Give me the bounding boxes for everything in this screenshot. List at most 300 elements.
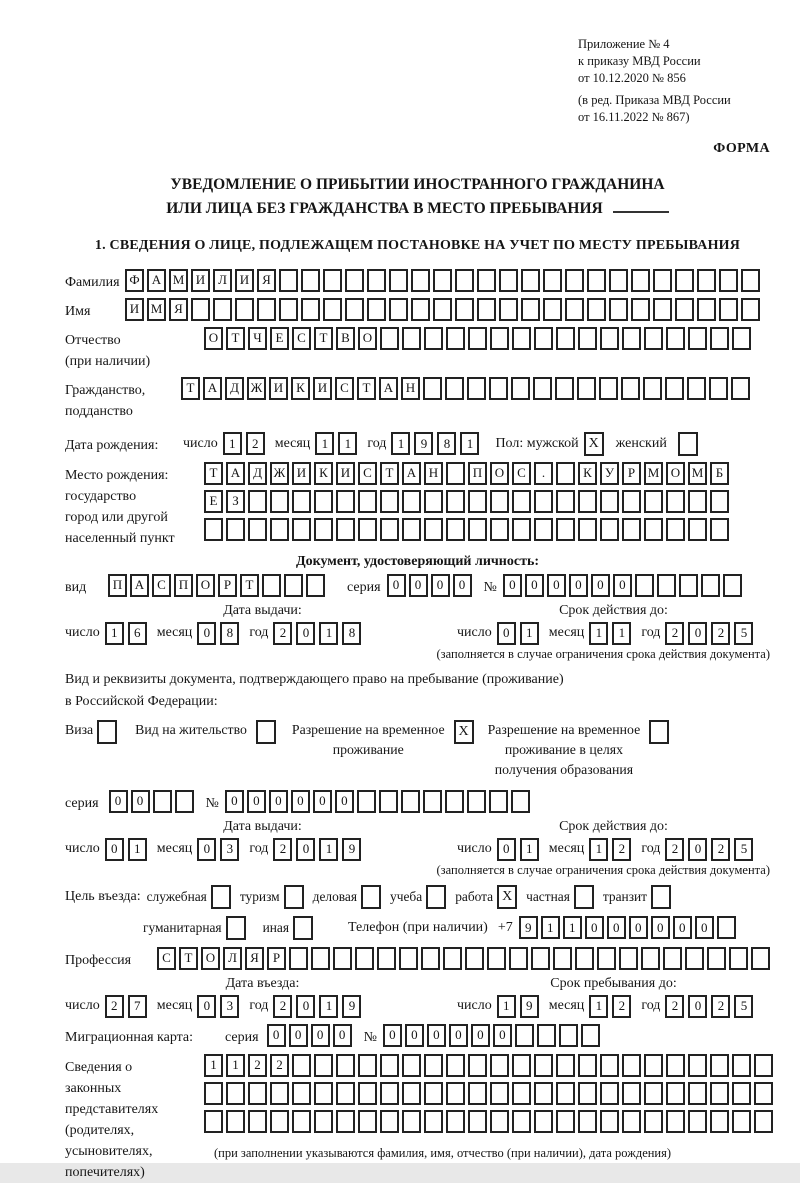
char-cell[interactable]: 0	[225, 790, 244, 813]
char-cell[interactable]: 2	[246, 432, 265, 455]
char-cell[interactable]: 6	[128, 622, 147, 645]
char-cell[interactable]	[534, 1110, 553, 1133]
char-cell[interactable]: Я	[245, 947, 264, 970]
char-cell[interactable]	[600, 1110, 619, 1133]
char-cell[interactable]: 2	[665, 995, 684, 1018]
char-cell[interactable]	[311, 947, 330, 970]
char-cell[interactable]	[490, 1054, 509, 1077]
char-cell[interactable]	[248, 518, 267, 541]
char-cell[interactable]	[468, 327, 487, 350]
char-cell[interactable]: 0	[109, 790, 128, 813]
char-cell[interactable]: 2	[273, 995, 292, 1018]
char-cell[interactable]: 1	[338, 432, 357, 455]
char-cell[interactable]: 2	[273, 622, 292, 645]
char-cell[interactable]	[697, 298, 716, 321]
char-cell[interactable]	[477, 269, 496, 292]
char-cell[interactable]	[423, 377, 442, 400]
char-cell[interactable]	[270, 1110, 289, 1133]
char-cell[interactable]: Е	[270, 327, 289, 350]
char-cell[interactable]: А	[203, 377, 222, 400]
char-cell[interactable]	[710, 1054, 729, 1077]
char-cell[interactable]: 2	[711, 838, 730, 861]
char-cell[interactable]	[314, 1054, 333, 1077]
char-cell[interactable]	[262, 574, 281, 597]
char-cell[interactable]	[314, 490, 333, 513]
char-cell[interactable]	[270, 518, 289, 541]
char-cell[interactable]	[490, 327, 509, 350]
char-cell[interactable]	[688, 490, 707, 513]
char-cell[interactable]	[358, 1082, 377, 1105]
char-cell[interactable]	[301, 298, 320, 321]
char-cell[interactable]: 3	[220, 995, 239, 1018]
char-cell[interactable]: 2	[711, 622, 730, 645]
char-cell[interactable]	[597, 947, 616, 970]
char-cell[interactable]: О	[490, 462, 509, 485]
char-cell[interactable]: Б	[710, 462, 729, 485]
char-cell[interactable]: 9	[414, 432, 433, 455]
purpose-other-checkbox[interactable]	[293, 916, 313, 940]
char-cell[interactable]	[609, 298, 628, 321]
char-cell[interactable]	[301, 269, 320, 292]
char-cell[interactable]: О	[358, 327, 377, 350]
char-cell[interactable]	[489, 377, 508, 400]
char-cell[interactable]	[402, 490, 421, 513]
char-cell[interactable]	[578, 490, 597, 513]
char-cell[interactable]	[685, 947, 704, 970]
char-cell[interactable]	[631, 298, 650, 321]
char-cell[interactable]: П	[174, 574, 193, 597]
char-cell[interactable]	[512, 327, 531, 350]
char-cell[interactable]: 2	[273, 838, 292, 861]
char-cell[interactable]	[467, 377, 486, 400]
char-cell[interactable]	[468, 490, 487, 513]
char-cell[interactable]: 0	[569, 574, 588, 597]
char-cell[interactable]	[559, 1024, 578, 1047]
char-cell[interactable]: С	[358, 462, 377, 485]
char-cell[interactable]	[477, 298, 496, 321]
char-cell[interactable]: И	[191, 269, 210, 292]
char-cell[interactable]: 0	[547, 574, 566, 597]
char-cell[interactable]	[697, 269, 716, 292]
char-cell[interactable]	[487, 947, 506, 970]
char-cell[interactable]	[578, 1054, 597, 1077]
char-cell[interactable]: М	[688, 462, 707, 485]
char-cell[interactable]	[357, 790, 376, 813]
char-cell[interactable]	[732, 327, 751, 350]
char-cell[interactable]	[622, 1110, 641, 1133]
char-cell[interactable]	[565, 269, 584, 292]
char-cell[interactable]	[204, 1082, 223, 1105]
char-cell[interactable]	[424, 518, 443, 541]
char-cell[interactable]: И	[269, 377, 288, 400]
char-cell[interactable]: К	[291, 377, 310, 400]
char-cell[interactable]	[512, 518, 531, 541]
char-cell[interactable]	[292, 1082, 311, 1105]
char-cell[interactable]	[543, 298, 562, 321]
char-cell[interactable]	[446, 518, 465, 541]
char-cell[interactable]	[665, 377, 684, 400]
char-cell[interactable]	[666, 518, 685, 541]
char-cell[interactable]: 0	[493, 1024, 512, 1047]
purpose-private-checkbox[interactable]	[574, 885, 594, 909]
char-cell[interactable]	[556, 490, 575, 513]
char-cell[interactable]	[578, 1110, 597, 1133]
char-cell[interactable]: 0	[289, 1024, 308, 1047]
char-cell[interactable]: 1	[541, 916, 560, 939]
char-cell[interactable]	[578, 518, 597, 541]
char-cell[interactable]	[688, 327, 707, 350]
char-cell[interactable]	[468, 1054, 487, 1077]
char-cell[interactable]	[666, 327, 685, 350]
char-cell[interactable]	[323, 298, 342, 321]
char-cell[interactable]	[345, 269, 364, 292]
char-cell[interactable]: 1	[563, 916, 582, 939]
char-cell[interactable]	[284, 574, 303, 597]
char-cell[interactable]: С	[512, 462, 531, 485]
char-cell[interactable]: О	[196, 574, 215, 597]
gender-female-checkbox[interactable]	[678, 432, 698, 456]
char-cell[interactable]: 9	[342, 838, 361, 861]
char-cell[interactable]	[679, 574, 698, 597]
char-cell[interactable]	[631, 269, 650, 292]
char-cell[interactable]: 2	[711, 995, 730, 1018]
char-cell[interactable]: 8	[437, 432, 456, 455]
purpose-tourism-checkbox[interactable]	[284, 885, 304, 909]
char-cell[interactable]: Т	[380, 462, 399, 485]
char-cell[interactable]	[314, 518, 333, 541]
char-cell[interactable]: 1	[128, 838, 147, 861]
char-cell[interactable]: Т	[357, 377, 376, 400]
char-cell[interactable]	[600, 518, 619, 541]
char-cell[interactable]: 0	[688, 838, 707, 861]
char-cell[interactable]	[270, 490, 289, 513]
char-cell[interactable]	[424, 1082, 443, 1105]
char-cell[interactable]: 0	[585, 916, 604, 939]
char-cell[interactable]: 0	[197, 838, 216, 861]
char-cell[interactable]	[380, 1110, 399, 1133]
char-cell[interactable]	[499, 298, 518, 321]
char-cell[interactable]	[581, 1024, 600, 1047]
char-cell[interactable]	[490, 490, 509, 513]
char-cell[interactable]: Т	[179, 947, 198, 970]
char-cell[interactable]	[424, 327, 443, 350]
char-cell[interactable]	[306, 574, 325, 597]
char-cell[interactable]: 0	[197, 995, 216, 1018]
char-cell[interactable]	[534, 518, 553, 541]
char-cell[interactable]	[644, 490, 663, 513]
char-cell[interactable]	[521, 269, 540, 292]
char-cell[interactable]: 1	[223, 432, 242, 455]
char-cell[interactable]	[754, 1082, 773, 1105]
char-cell[interactable]	[279, 298, 298, 321]
char-cell[interactable]: 2	[270, 1054, 289, 1077]
char-cell[interactable]: К	[578, 462, 597, 485]
char-cell[interactable]	[619, 947, 638, 970]
char-cell[interactable]	[578, 327, 597, 350]
char-cell[interactable]: 0	[296, 838, 315, 861]
char-cell[interactable]: 2	[612, 995, 631, 1018]
char-cell[interactable]	[622, 1054, 641, 1077]
char-cell[interactable]	[380, 1054, 399, 1077]
char-cell[interactable]: И	[313, 377, 332, 400]
char-cell[interactable]: А	[379, 377, 398, 400]
char-cell[interactable]	[367, 269, 386, 292]
char-cell[interactable]	[534, 490, 553, 513]
char-cell[interactable]: М	[169, 269, 188, 292]
char-cell[interactable]	[292, 1054, 311, 1077]
char-cell[interactable]: 5	[734, 622, 753, 645]
char-cell[interactable]	[377, 947, 396, 970]
char-cell[interactable]: П	[468, 462, 487, 485]
char-cell[interactable]	[446, 1082, 465, 1105]
char-cell[interactable]: 0	[613, 574, 632, 597]
char-cell[interactable]	[380, 1082, 399, 1105]
char-cell[interactable]: 1	[497, 995, 516, 1018]
char-cell[interactable]: 0	[651, 916, 670, 939]
char-cell[interactable]: Д	[248, 462, 267, 485]
char-cell[interactable]	[621, 377, 640, 400]
char-cell[interactable]: Ж	[247, 377, 266, 400]
char-cell[interactable]	[556, 327, 575, 350]
char-cell[interactable]	[537, 1024, 556, 1047]
char-cell[interactable]: 0	[497, 838, 516, 861]
char-cell[interactable]	[511, 377, 530, 400]
char-cell[interactable]: 0	[607, 916, 626, 939]
char-cell[interactable]	[446, 462, 465, 485]
char-cell[interactable]	[204, 1110, 223, 1133]
char-cell[interactable]	[323, 269, 342, 292]
char-cell[interactable]: 0	[449, 1024, 468, 1047]
char-cell[interactable]	[389, 298, 408, 321]
char-cell[interactable]: 1	[589, 622, 608, 645]
char-cell[interactable]	[719, 269, 738, 292]
char-cell[interactable]	[345, 298, 364, 321]
char-cell[interactable]	[336, 518, 355, 541]
char-cell[interactable]	[732, 1054, 751, 1077]
char-cell[interactable]	[657, 574, 676, 597]
char-cell[interactable]	[666, 490, 685, 513]
char-cell[interactable]	[556, 1082, 575, 1105]
char-cell[interactable]	[511, 790, 530, 813]
char-cell[interactable]	[663, 947, 682, 970]
char-cell[interactable]: 1	[105, 622, 124, 645]
char-cell[interactable]	[446, 490, 465, 513]
char-cell[interactable]	[380, 327, 399, 350]
char-cell[interactable]: 0	[427, 1024, 446, 1047]
char-cell[interactable]: 1	[319, 622, 338, 645]
char-cell[interactable]	[401, 790, 420, 813]
char-cell[interactable]	[666, 1110, 685, 1133]
char-cell[interactable]	[741, 269, 760, 292]
char-cell[interactable]	[709, 377, 728, 400]
char-cell[interactable]: 0	[267, 1024, 286, 1047]
char-cell[interactable]: А	[226, 462, 245, 485]
char-cell[interactable]: Ф	[125, 269, 144, 292]
char-cell[interactable]: О	[201, 947, 220, 970]
char-cell[interactable]	[235, 298, 254, 321]
char-cell[interactable]: Т	[204, 462, 223, 485]
char-cell[interactable]: Н	[424, 462, 443, 485]
char-cell[interactable]	[499, 269, 518, 292]
char-cell[interactable]	[751, 947, 770, 970]
char-cell[interactable]	[653, 298, 672, 321]
char-cell[interactable]	[248, 1082, 267, 1105]
char-cell[interactable]: А	[147, 269, 166, 292]
char-cell[interactable]: 0	[105, 838, 124, 861]
char-cell[interactable]	[402, 327, 421, 350]
char-cell[interactable]: 0	[296, 995, 315, 1018]
char-cell[interactable]	[675, 269, 694, 292]
char-cell[interactable]: .	[534, 462, 553, 485]
char-cell[interactable]: 0	[291, 790, 310, 813]
char-cell[interactable]	[424, 1054, 443, 1077]
char-cell[interactable]	[600, 490, 619, 513]
char-cell[interactable]	[599, 377, 618, 400]
char-cell[interactable]: 0	[383, 1024, 402, 1047]
char-cell[interactable]: Т	[226, 327, 245, 350]
char-cell[interactable]	[600, 1054, 619, 1077]
char-cell[interactable]: 2	[612, 838, 631, 861]
char-cell[interactable]	[446, 1110, 465, 1133]
char-cell[interactable]: С	[152, 574, 171, 597]
char-cell[interactable]	[575, 947, 594, 970]
char-cell[interactable]: 7	[128, 995, 147, 1018]
char-cell[interactable]	[490, 1082, 509, 1105]
char-cell[interactable]	[717, 916, 736, 939]
char-cell[interactable]	[556, 1054, 575, 1077]
gender-male-checkbox[interactable]: X	[584, 432, 604, 456]
char-cell[interactable]: 1	[589, 995, 608, 1018]
char-cell[interactable]: 0	[629, 916, 648, 939]
char-cell[interactable]	[719, 298, 738, 321]
char-cell[interactable]	[565, 298, 584, 321]
char-cell[interactable]	[754, 1054, 773, 1077]
char-cell[interactable]: 0	[591, 574, 610, 597]
char-cell[interactable]	[622, 327, 641, 350]
char-cell[interactable]	[191, 298, 210, 321]
char-cell[interactable]	[270, 1082, 289, 1105]
char-cell[interactable]	[204, 518, 223, 541]
char-cell[interactable]: В	[336, 327, 355, 350]
char-cell[interactable]	[666, 1082, 685, 1105]
char-cell[interactable]	[556, 462, 575, 485]
char-cell[interactable]: 0	[688, 995, 707, 1018]
char-cell[interactable]: 0	[453, 574, 472, 597]
char-cell[interactable]: О	[204, 327, 223, 350]
char-cell[interactable]	[455, 269, 474, 292]
char-cell[interactable]	[336, 490, 355, 513]
char-cell[interactable]: 5	[734, 838, 753, 861]
char-cell[interactable]	[175, 790, 194, 813]
char-cell[interactable]	[446, 327, 465, 350]
char-cell[interactable]	[380, 490, 399, 513]
char-cell[interactable]	[367, 298, 386, 321]
char-cell[interactable]: Р	[267, 947, 286, 970]
char-cell[interactable]	[577, 377, 596, 400]
char-cell[interactable]: К	[314, 462, 333, 485]
char-cell[interactable]: Я	[257, 269, 276, 292]
char-cell[interactable]: У	[600, 462, 619, 485]
purpose-work-checkbox[interactable]: X	[497, 885, 517, 909]
char-cell[interactable]	[153, 790, 172, 813]
char-cell[interactable]	[644, 518, 663, 541]
char-cell[interactable]: 3	[220, 838, 239, 861]
char-cell[interactable]	[622, 518, 641, 541]
char-cell[interactable]: 8	[220, 622, 239, 645]
char-cell[interactable]	[333, 947, 352, 970]
char-cell[interactable]	[731, 377, 750, 400]
char-cell[interactable]	[445, 377, 464, 400]
char-cell[interactable]	[314, 1082, 333, 1105]
char-cell[interactable]: 1	[520, 838, 539, 861]
char-cell[interactable]	[389, 269, 408, 292]
purpose-study-checkbox[interactable]	[426, 885, 446, 909]
char-cell[interactable]	[587, 269, 606, 292]
char-cell[interactable]	[609, 269, 628, 292]
char-cell[interactable]	[534, 1082, 553, 1105]
char-cell[interactable]	[358, 1054, 377, 1077]
char-cell[interactable]: 0	[695, 916, 714, 939]
char-cell[interactable]: С	[292, 327, 311, 350]
char-cell[interactable]: 0	[497, 622, 516, 645]
char-cell[interactable]	[279, 269, 298, 292]
char-cell[interactable]	[358, 490, 377, 513]
char-cell[interactable]: И	[125, 298, 144, 321]
char-cell[interactable]	[653, 269, 672, 292]
char-cell[interactable]	[556, 518, 575, 541]
char-cell[interactable]: 0	[335, 790, 354, 813]
char-cell[interactable]: Р	[622, 462, 641, 485]
char-cell[interactable]: П	[108, 574, 127, 597]
char-cell[interactable]	[455, 298, 474, 321]
char-cell[interactable]: 2	[248, 1054, 267, 1077]
char-cell[interactable]	[292, 490, 311, 513]
char-cell[interactable]: Ж	[270, 462, 289, 485]
char-cell[interactable]	[622, 1082, 641, 1105]
char-cell[interactable]	[336, 1082, 355, 1105]
char-cell[interactable]: Т	[240, 574, 259, 597]
char-cell[interactable]	[314, 1110, 333, 1133]
char-cell[interactable]: Н	[401, 377, 420, 400]
char-cell[interactable]: Л	[213, 269, 232, 292]
char-cell[interactable]	[707, 947, 726, 970]
char-cell[interactable]	[248, 1110, 267, 1133]
char-cell[interactable]	[688, 518, 707, 541]
char-cell[interactable]: Я	[169, 298, 188, 321]
char-cell[interactable]: 1	[319, 838, 338, 861]
purpose-business-checkbox[interactable]	[361, 885, 381, 909]
char-cell[interactable]	[600, 327, 619, 350]
char-cell[interactable]: З	[226, 490, 245, 513]
char-cell[interactable]	[555, 377, 574, 400]
char-cell[interactable]	[643, 377, 662, 400]
char-cell[interactable]: Е	[204, 490, 223, 513]
char-cell[interactable]	[710, 490, 729, 513]
char-cell[interactable]: 0	[131, 790, 150, 813]
char-cell[interactable]	[701, 574, 720, 597]
temp-residence-education-checkbox[interactable]	[649, 720, 669, 744]
char-cell[interactable]	[468, 518, 487, 541]
char-cell[interactable]: 0	[333, 1024, 352, 1047]
char-cell[interactable]	[512, 490, 531, 513]
char-cell[interactable]	[509, 947, 528, 970]
char-cell[interactable]	[635, 574, 654, 597]
char-cell[interactable]	[336, 1054, 355, 1077]
char-cell[interactable]	[578, 1082, 597, 1105]
char-cell[interactable]	[641, 947, 660, 970]
char-cell[interactable]	[531, 947, 550, 970]
purpose-humanitarian-checkbox[interactable]	[226, 916, 246, 940]
